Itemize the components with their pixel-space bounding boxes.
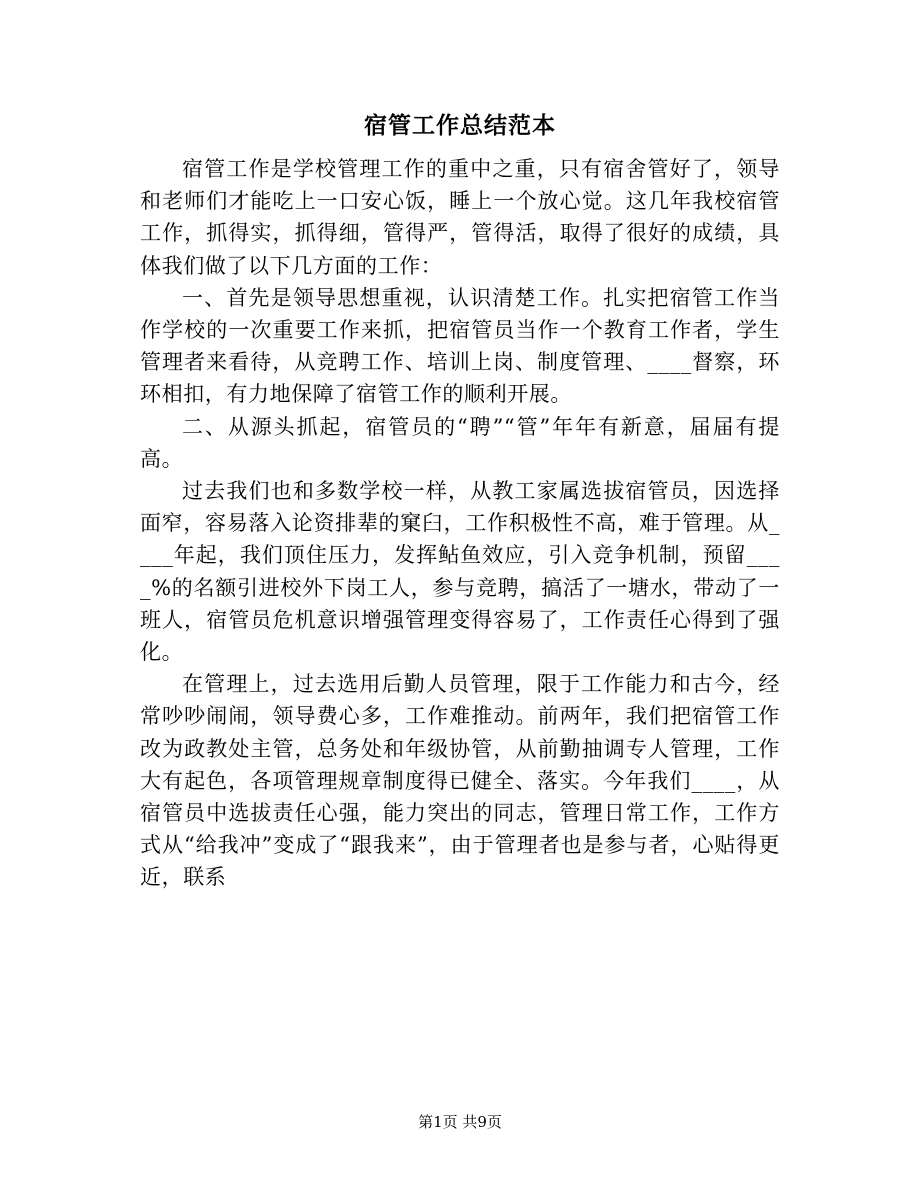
document-title: 宿管工作总结范本 xyxy=(364,112,556,139)
paragraph-intro: 宿管工作是学校管理工作的重中之重，只有宿舍管好了，领导和老师们才能吃上一口安心饭，睡上一个放心觉。这几年我校宿管工作，抓得实，抓得细，管得严，管得活，取得了很好的成绩，具体我们做了以下几方面的工作： xyxy=(140,157,780,278)
paragraph-management: 在管理上，过去选用后勤人员管理，限于工作能力和古今，经常吵吵闹闹，领导费心多，工作难推动。前两年，我们把宿管工作改为政教处主管，总务处和年级协管，从前勤抽调专人管理，工作大有起色，各项管理规章制度得已健全、落实。今年我们____，从宿管员中选拔责任心强，能力突出的同志，管理日常工作，工作方式从“给我冲”变成了“跟我来”，由于管理者也是参与者，心贴得更近，联系 xyxy=(140,672,780,890)
paragraph-recruitment: 过去我们也和多数学校一样，从教工家属选拔宿管员，因选择面窄，容易落入论资排辈的窠臼，工作积极性不高，难于管理。从____年起，我们顶住压力，发挥鲇鱼效应，引入竞争机制，预留____%的名额引进校外下岗工人，参与竞聘，搞活了一塘水，带动了一班人，宿管员危机意识增强管理变得容易了，工作责任心得到了强化。 xyxy=(140,479,780,665)
document-body xyxy=(140,153,780,894)
page-footer: 第1页 共9页 xyxy=(418,1113,502,1131)
paragraph-section-two: 二、从源头抓起，宿管员的“聘”“管”年年有新意，届届有提高。 xyxy=(140,414,780,471)
paragraph-section-one: 一、首先是领导思想重视，认识清楚工作。扎实把宿管工作当作学校的一次重要工作来抓，把宿管员当作一个教育工作者，学生管理者来看待，从竞聘工作、培训上岗、制度管理、____督察，环环相扣，有力地保障了宿管工作的顺利开展。 xyxy=(140,285,780,407)
